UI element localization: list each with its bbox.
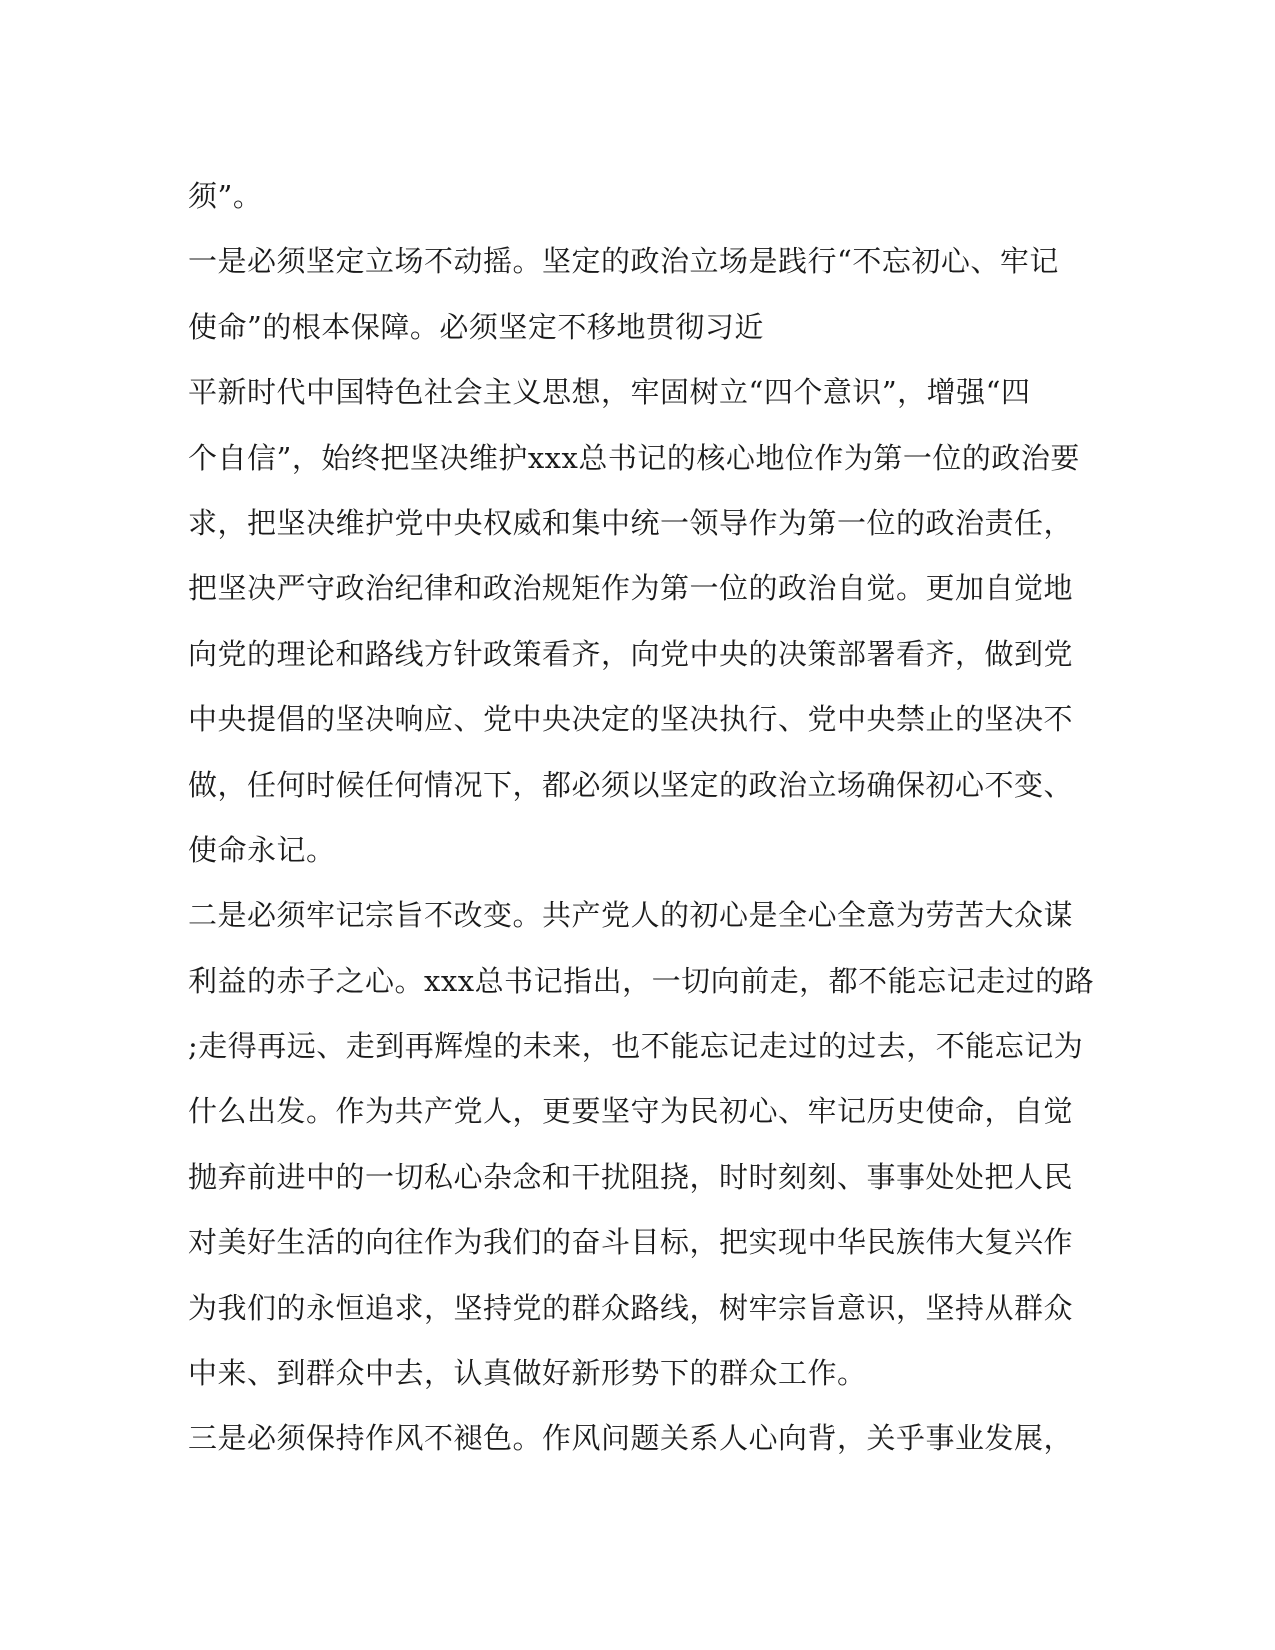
- text-line: 对美好生活的向往作为我们的奋斗目标，把实现中华民族伟大复兴作: [188, 1225, 1074, 1260]
- text-line: 中来、到群众中去，认真做好新形势下的群众工作。: [188, 1356, 867, 1391]
- text-line: 使命”的根本保障。必须坚定不移地贯彻习近: [188, 309, 764, 344]
- text-line: 向党的理论和路线方针政策看齐，向党中央的决策部署看齐，做到党: [188, 636, 1074, 671]
- text-line: 中央提倡的坚决响应、党中央决定的坚决执行、党中央禁止的坚决不: [188, 702, 1074, 737]
- text-line: 为我们的永恒追求，坚持党的群众路线，树牢宗旨意识，坚持从群众: [188, 1290, 1074, 1325]
- text-line: 利益的赤子之心。xxx总书记指出，一切向前走，都不能忘记走过的路: [188, 963, 1095, 998]
- text-line: 求，把坚决维护党中央权威和集中统一领导作为第一位的政治责任，: [188, 505, 1074, 540]
- text-line: ;走得再远、走到再辉煌的未来，也不能忘记走过的过去，不能忘记为: [188, 1029, 1084, 1064]
- text-line: 个自信”，始终把坚决维护xxx总书记的核心地位作为第一位的政治要: [188, 440, 1080, 475]
- text-line: 平新时代中国特色社会主义思想，牢固树立“四个意识”，增强“四: [188, 375, 1031, 410]
- text-line: 做，任何时候任何情况下，都必须以坚定的政治立场确保初心不变、: [188, 767, 1074, 802]
- text-line: 一是必须坚定立场不动摇。坚定的政治立场是践行“不忘初心、牢记: [188, 244, 1059, 279]
- text-line: 什么出发。作为共产党人，更要坚守为民初心、牢记历史使命，自觉: [188, 1094, 1074, 1129]
- text-line: 二是必须牢记宗旨不改变。共产党人的初心是全心全意为劳苦大众谋: [188, 898, 1074, 933]
- text-line: 把坚决严守政治纪律和政治规矩作为第一位的政治自觉。更加自觉地: [188, 571, 1074, 606]
- text-line: 抛弃前进中的一切私心杂念和干扰阻挠，时时刻刻、事事处处把人民: [188, 1159, 1074, 1194]
- text-line: 须”。: [188, 179, 263, 213]
- document-body: [188, 164, 1095, 1472]
- text-line: 三是必须保持作风不褪色。作风问题关系人心向背，关乎事业发展，: [188, 1421, 1074, 1456]
- text-line: 使命永记。: [188, 832, 336, 867]
